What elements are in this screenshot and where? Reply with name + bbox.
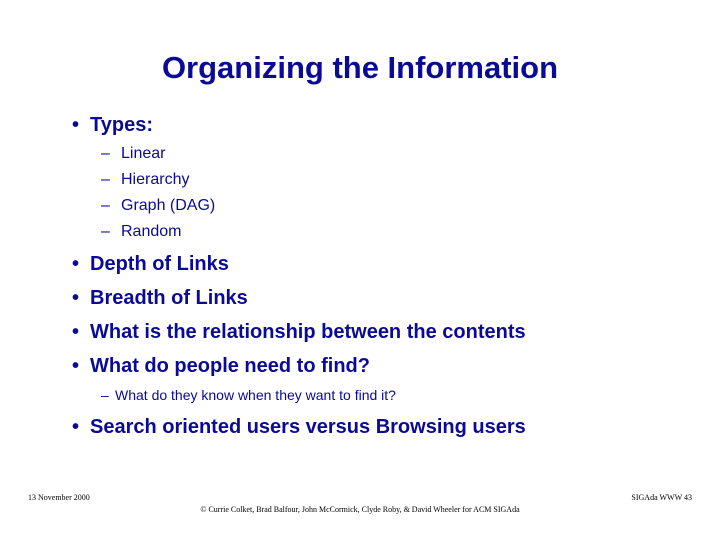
footer-credit: © Currie Colket, Brad Balfour, John McCormick, Clyde Roby, & David Wheeler for ACM SIGAda [200,505,520,514]
bullet-glyph: • [72,253,80,275]
sub-bullet-hierarchy [101,170,301,190]
sub-bullet-random [101,222,301,242]
sub-bullet-graph [101,196,301,216]
sub-bullet-glyph: – [101,197,110,214]
sub-bullet-text: Hierarchy [121,171,190,188]
slide-title: Organizing the Information [161,50,559,85]
bullet-depth-of-links [72,252,632,276]
sub-bullet-glyph: – [101,387,109,403]
sub-bullet-glyph: – [101,223,110,240]
sub-bullet-text: What do they know when they want to find it? [115,387,396,403]
bullet-text: What is the relationship between the contents [90,321,526,343]
bullet-relationship [72,320,632,344]
footer-page-number: SIGAda WWW 43 [631,493,692,502]
sub-bullet-linear [101,144,301,164]
bullet-types-label: Types: [90,114,153,136]
bullet-text: Depth of Links [90,253,229,275]
sub-bullet-text: Graph (DAG) [121,197,216,214]
bullet-glyph: • [72,321,80,343]
bullet-text: Search oriented users versus Browsing users [90,416,526,438]
bullet-breadth-of-links [72,286,632,310]
sub-bullet-know-when [101,385,581,405]
bullet-glyph: • [72,355,80,377]
bullet-text: What do people need to find? [90,355,370,377]
bullet-search-vs-browse [72,415,672,439]
bullet-glyph: • [72,287,80,309]
bullet-glyph: • [72,416,80,438]
sub-bullet-glyph: – [101,171,110,188]
bullet-types [72,113,272,137]
bullet-glyph: • [72,114,80,136]
bullet-text: Breadth of Links [90,287,248,309]
sub-bullet-text: Linear [121,145,166,162]
sub-bullet-glyph: – [101,145,110,162]
bullet-what-to-find [72,354,632,378]
sub-bullet-text: Random [121,223,182,240]
footer-date: 13 November 2000 [28,493,90,502]
